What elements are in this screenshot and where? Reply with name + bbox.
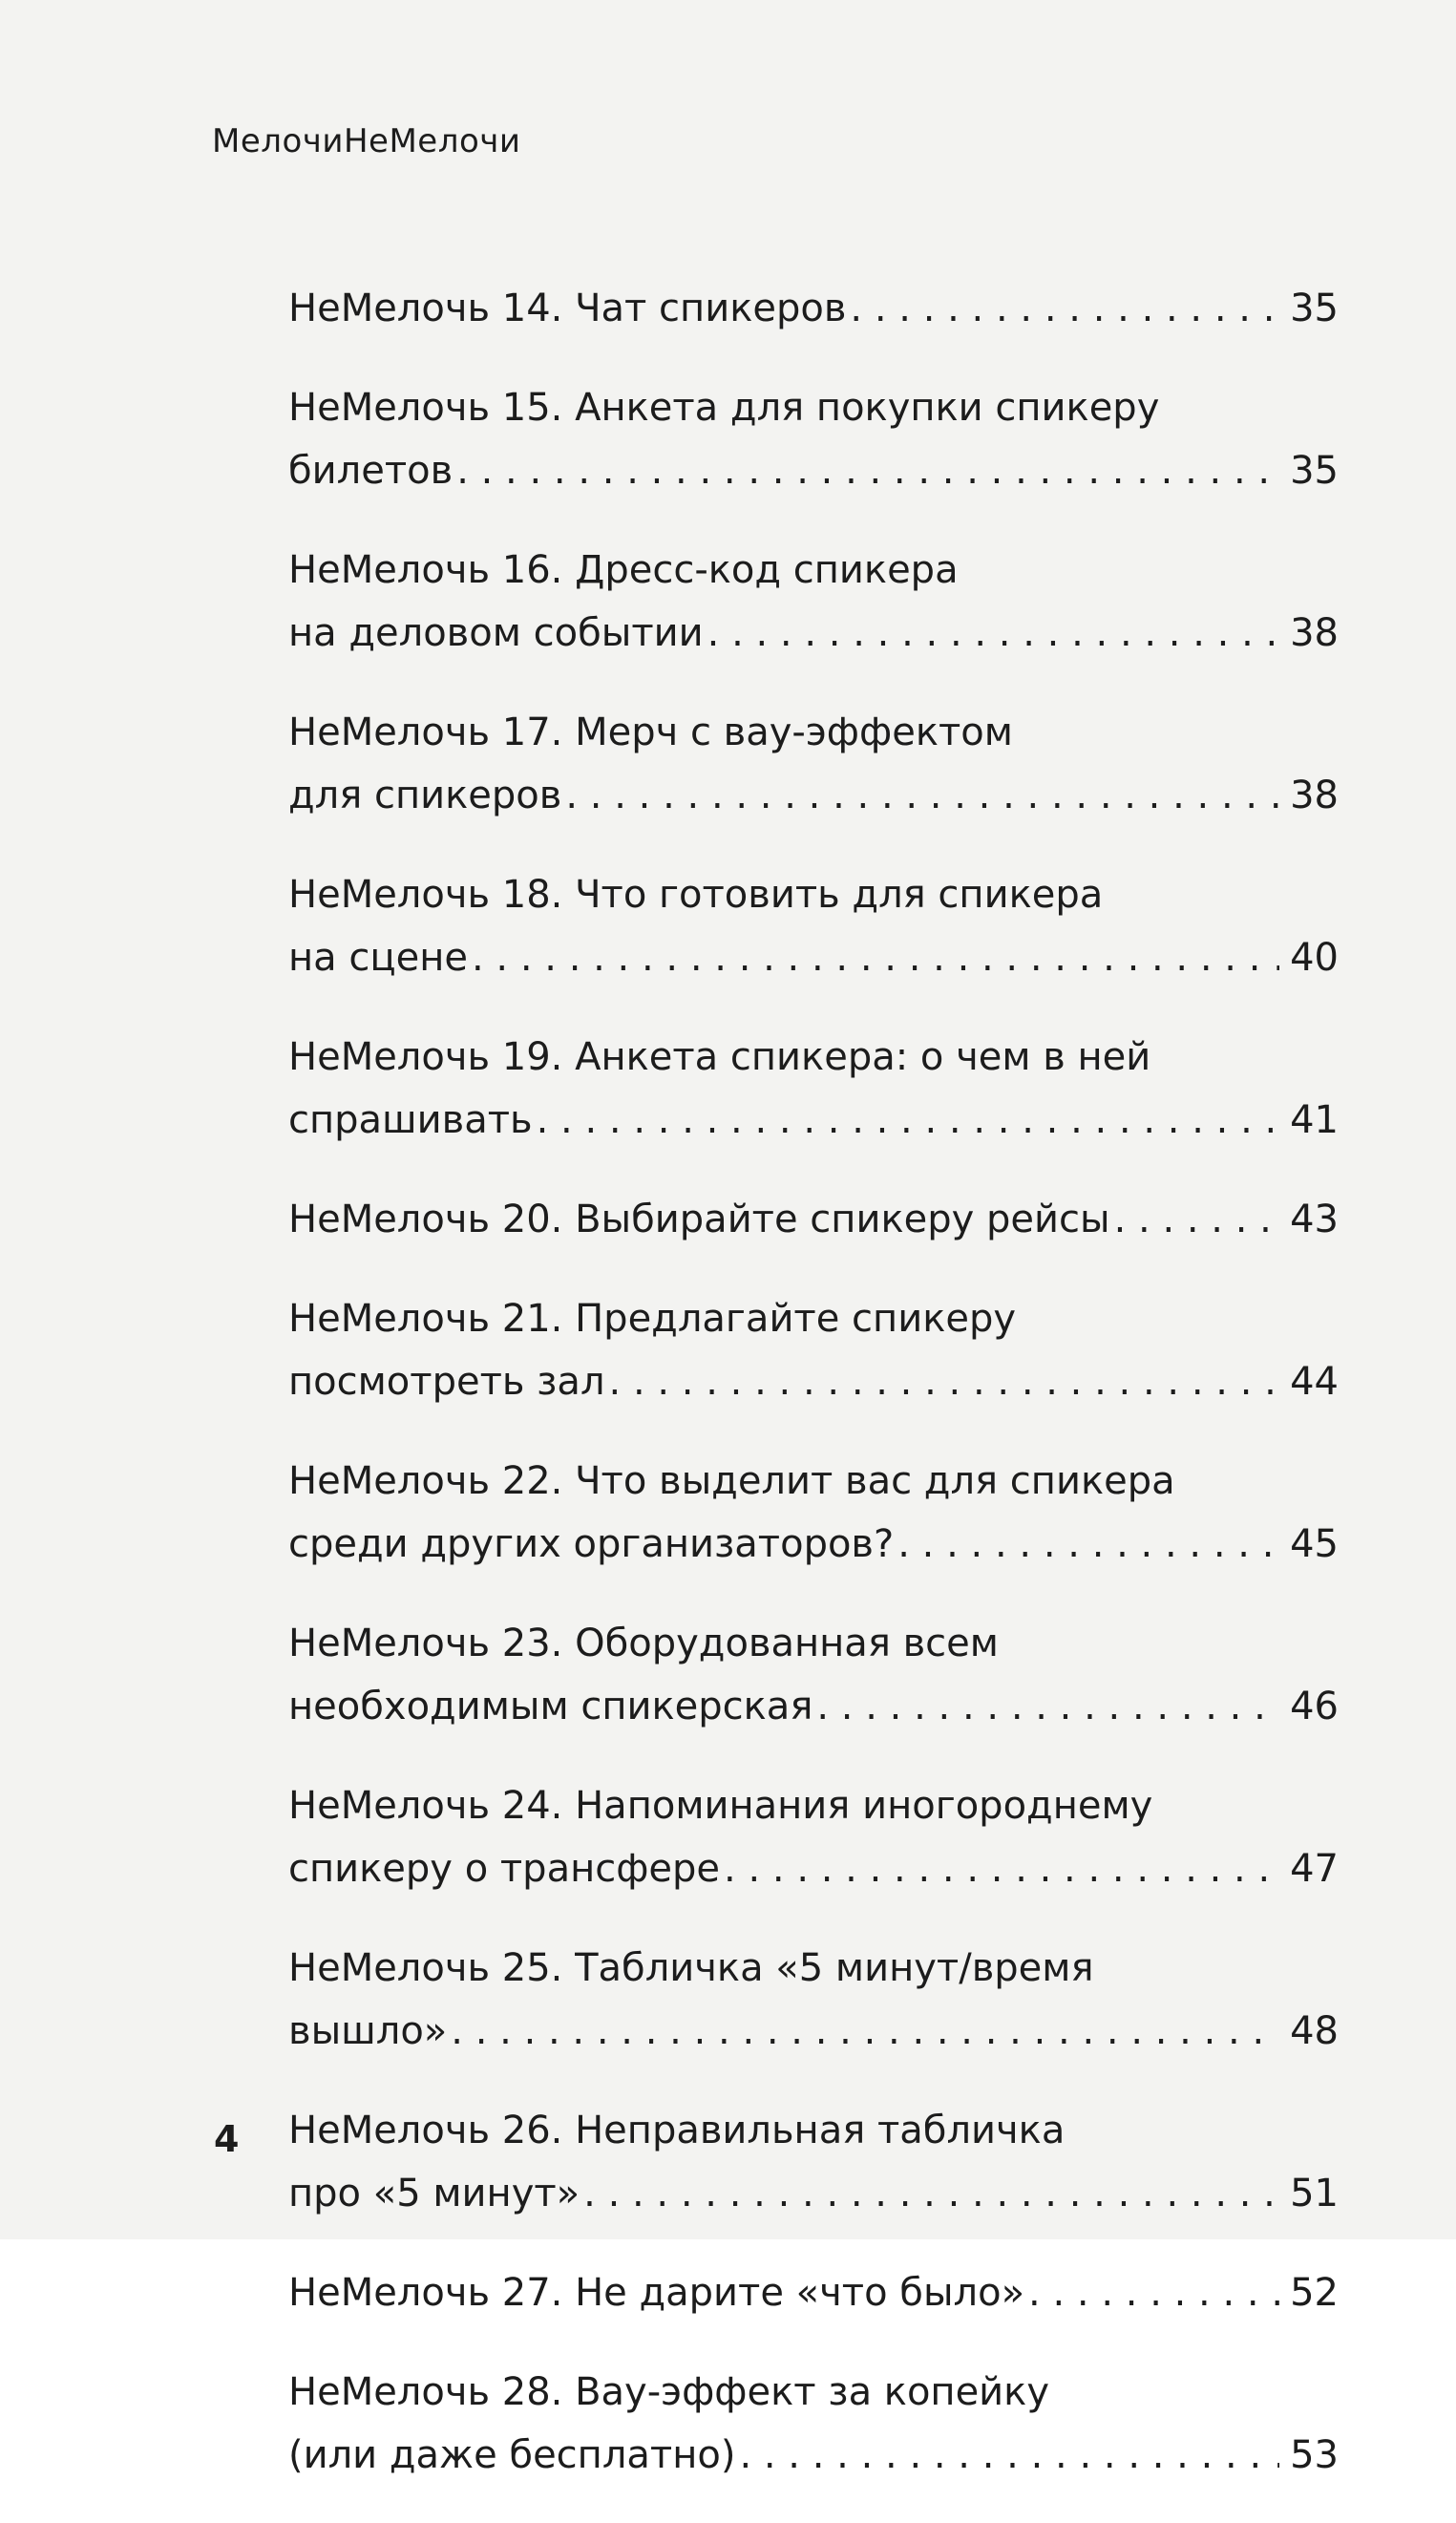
toc-entry-line bbox=[288, 863, 1339, 926]
toc-entry-text: НеМелочь 28. Вау-эффект за копейку bbox=[288, 2370, 1050, 2414]
toc-entry bbox=[288, 277, 1339, 340]
leader-dots bbox=[583, 2162, 1279, 2225]
toc-entry-last-line bbox=[288, 1188, 1339, 1251]
leader-dots bbox=[565, 764, 1279, 827]
toc-entry-last-line bbox=[288, 926, 1339, 989]
toc-page-number: 44 bbox=[1290, 1360, 1339, 1404]
leader-dots bbox=[472, 926, 1279, 989]
toc-entry-line bbox=[288, 376, 1339, 439]
leader-dots bbox=[897, 1513, 1279, 1576]
toc-entry-text: НеМелочь 26. Неправильная табличка bbox=[288, 2109, 1066, 2152]
toc-entry-last-line bbox=[288, 602, 1339, 665]
leader-dots bbox=[609, 1350, 1279, 1413]
toc-entry-last-line bbox=[288, 439, 1339, 502]
leader-dots bbox=[724, 1837, 1279, 1900]
leader-dots bbox=[850, 277, 1279, 340]
toc-page-number: 35 bbox=[1290, 286, 1339, 330]
table-of-contents bbox=[288, 277, 1339, 2523]
toc-entry-text: необходимым спикерская bbox=[288, 1685, 813, 1728]
toc-entry-text: НеМелочь 17. Мерч с вау-эффектом bbox=[288, 710, 1013, 754]
toc-entry-text: НеМелочь 20. Выбирайте спикеру рейсы bbox=[288, 1198, 1110, 1241]
leader-dots bbox=[707, 602, 1279, 665]
leader-dots bbox=[1114, 1188, 1279, 1251]
toc-entry-text: на сцене bbox=[288, 936, 468, 980]
toc-entry bbox=[288, 2361, 1339, 2487]
toc-entry-text: билетов bbox=[288, 449, 454, 493]
toc-entry-text: посмотреть зал bbox=[288, 1360, 605, 1404]
toc-entry-text: НеМелочь 22. Что выделит вас для спикера bbox=[288, 1459, 1175, 1503]
toc-entry-line bbox=[288, 2099, 1339, 2162]
toc-entry-line bbox=[288, 1937, 1339, 2000]
toc-page-number: 53 bbox=[1290, 2433, 1339, 2477]
leader-dots bbox=[456, 439, 1279, 502]
toc-entry-line bbox=[288, 2361, 1339, 2424]
toc-page-number: 40 bbox=[1290, 936, 1339, 980]
toc-entry bbox=[288, 539, 1339, 665]
toc-entry-last-line bbox=[288, 764, 1339, 827]
running-header: МелочиНеМелочи bbox=[212, 122, 521, 160]
toc-entry-line bbox=[288, 539, 1339, 602]
toc-entry-text: НеМелочь 18. Что готовить для спикера bbox=[288, 873, 1104, 917]
leader-dots bbox=[816, 1675, 1279, 1738]
toc-entry-text: среди других организаторов? bbox=[288, 1522, 895, 1566]
toc-entry bbox=[288, 1188, 1339, 1251]
toc-page-number: 38 bbox=[1290, 611, 1339, 655]
toc-entry-text: про «5 минут» bbox=[288, 2172, 580, 2216]
toc-page-number: 48 bbox=[1290, 2009, 1339, 2053]
toc-page-number: 45 bbox=[1290, 1522, 1339, 1566]
toc-page-number: 47 bbox=[1290, 1847, 1339, 1891]
toc-entry-text: вышло» bbox=[288, 2009, 448, 2053]
toc-entry-last-line bbox=[288, 2424, 1339, 2487]
toc-entry-last-line bbox=[288, 2162, 1339, 2225]
toc-entry-last-line bbox=[288, 277, 1339, 340]
toc-page-number: 38 bbox=[1290, 774, 1339, 817]
toc-entry-text: НеМелочь 15. Анкета для покупки спикеру bbox=[288, 386, 1160, 430]
toc-entry bbox=[288, 1774, 1339, 1900]
toc-page-number: 41 bbox=[1290, 1098, 1339, 1142]
toc-entry-line bbox=[288, 1612, 1339, 1675]
toc-entry-text: спикеру о трансфере bbox=[288, 1847, 721, 1891]
leader-dots bbox=[739, 2424, 1279, 2487]
toc-page-number: 35 bbox=[1290, 449, 1339, 493]
toc-entry-line bbox=[288, 1026, 1339, 1089]
toc-entry-text: для спикеров bbox=[288, 774, 562, 817]
toc-entry bbox=[288, 1612, 1339, 1738]
toc-entry-text: НеМелочь 21. Предлагайте спикеру bbox=[288, 1297, 1017, 1341]
toc-entry bbox=[288, 2261, 1339, 2324]
toc-entry-last-line bbox=[288, 1350, 1339, 1413]
leader-dots bbox=[451, 2000, 1279, 2063]
toc-entry-last-line bbox=[288, 1675, 1339, 1738]
toc-entry-line bbox=[288, 1287, 1339, 1350]
leader-dots bbox=[537, 1089, 1279, 1152]
toc-entry-last-line bbox=[288, 1513, 1339, 1576]
toc-page-number: 43 bbox=[1290, 1198, 1339, 1241]
toc-entry-last-line bbox=[288, 2261, 1339, 2324]
toc-entry-text: на деловом событии bbox=[288, 611, 704, 655]
toc-entry bbox=[288, 1287, 1339, 1413]
toc-entry-text: НеМелочь 16. Дресс-код спикера bbox=[288, 548, 959, 592]
toc-entry bbox=[288, 1450, 1339, 1576]
toc-entry bbox=[288, 863, 1339, 989]
toc-page-number: 52 bbox=[1290, 2271, 1339, 2315]
toc-entry-text: (или даже бесплатно) bbox=[288, 2433, 736, 2477]
toc-entry-last-line bbox=[288, 1837, 1339, 1900]
toc-entry bbox=[288, 2099, 1339, 2225]
toc-page-number: 51 bbox=[1290, 2172, 1339, 2216]
toc-entry bbox=[288, 1026, 1339, 1152]
toc-entry-text: спрашивать bbox=[288, 1098, 533, 1142]
toc-entry bbox=[288, 376, 1339, 502]
toc-entry-last-line bbox=[288, 1089, 1339, 1152]
toc-entry bbox=[288, 701, 1339, 827]
toc-entry-text: НеМелочь 23. Оборудованная всем bbox=[288, 1622, 999, 1665]
toc-entry-last-line bbox=[288, 2000, 1339, 2063]
toc-entry-line bbox=[288, 1774, 1339, 1837]
toc-entry-text: НеМелочь 27. Не дарите «что было» bbox=[288, 2271, 1025, 2315]
toc-entry bbox=[288, 1937, 1339, 2063]
toc-page-number: 46 bbox=[1290, 1685, 1339, 1728]
toc-entry-text: НеМелочь 25. Табличка «5 минут/время bbox=[288, 1946, 1094, 1990]
toc-entry-line bbox=[288, 1450, 1339, 1513]
toc-entry-text: НеМелочь 19. Анкета спикера: о чем в ней bbox=[288, 1035, 1151, 1079]
toc-entry-text: НеМелочь 14. Чат спикеров bbox=[288, 286, 847, 330]
leader-dots bbox=[1028, 2261, 1279, 2324]
toc-entry-text: НеМелочь 24. Напоминания иногороднему bbox=[288, 1784, 1153, 1828]
page-number: 4 bbox=[214, 2118, 240, 2160]
toc-entry-line bbox=[288, 701, 1339, 764]
